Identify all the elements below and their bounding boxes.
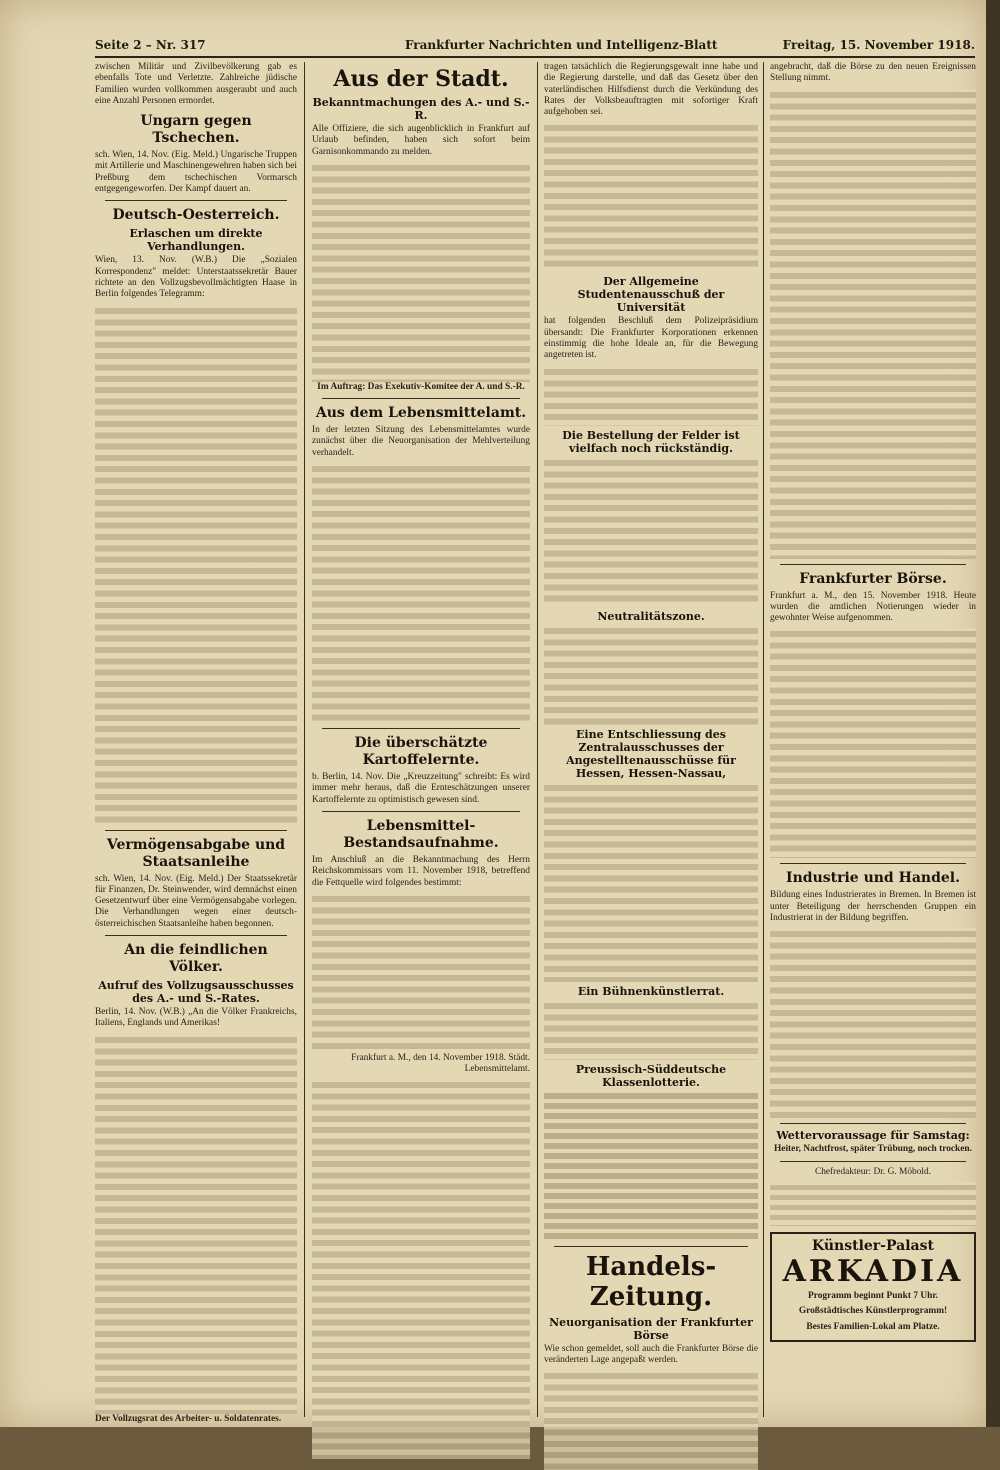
divider [105,200,287,201]
article-body [544,457,758,607]
divider [322,398,520,399]
headline-wettervoraussage: Wettervoraussage für Samstag: [776,1129,970,1143]
article-text: Im Anschluß an die Bekanntmachung des Herrn Reichskommissars vom 11. November 1918, betreffend die Fettquelle wird folgendes bestimmt: [312,854,530,888]
divider [780,564,966,565]
headline-feindliche-voelker: An die feindlichen Völker. [124,942,268,976]
article-signature: Der Vollzugsrat des Arbeiter- u. Soldatenrates. [95,1413,282,1424]
article-body [544,122,758,272]
masthead [95,38,975,58]
article-text: sch. Wien, 14. Nov. (Eig. Meld.) Der Staatssekretär für Finanzen, Dr. Steinwender, wird demnächst einen Gesetzentwurf über eine Vermögensabgabe vorlegen. Die Verhandlungen wegen einer deutsch-österreichischen Staatsanleihe haben begonnen. [95,873,297,929]
article-text: tragen tatsächlich die Regierungsgewalt inne habe und die Regierung darstelle, und daß das Gesetz über den vaterländischen Hilfsdienst durch die Verkündung des Rates der Volksbeauftragten mit sofortiger Kraft aufgehoben sei. [544,62,758,118]
article-body [544,782,758,982]
weather-text: Heiter, Nachtfrost, später Trübung, noch trocken. [773,1144,972,1155]
article-text: Bildung eines Industrierates in Bremen. In Bremen ist unter Beteiligung der herrschenden Gruppen ein Industrierat in der Bildung begriffen. [770,890,976,924]
divider [105,830,287,831]
article-body [770,628,976,858]
column-rule [304,62,305,1417]
column-1 [95,62,297,1424]
headline-buehnenkuenstlerrat: Ein Bühnenkünstlerrat. [577,984,725,998]
headline-angestellte: Eine Entschliessung des Zentralausschusses der Angestelltenausschüsse für Hessen, Hessen-Nassau, [566,727,736,780]
subheadline: Bekanntmachungen des A.- und S.-R. [312,96,530,122]
article-body [544,1370,758,1470]
divider [780,1161,966,1162]
divider [780,863,966,864]
article-body [770,928,976,1118]
article-text: In der letzten Sitzung des Lebensmittelamtes wurde zunächst über die Neuorganisation der Mehlverteilung verhandelt. [312,425,530,458]
headline-studentenausschuss: Der Allgemeine Studentenausschuß der Universität [577,275,725,315]
divider [105,935,287,936]
ad-line: Großstädtisches Künstlerprogramm! [798,1306,948,1317]
article-body [95,305,297,825]
article-text: sch. Wien, 14. Nov. (Eig. Meld.) Ungarische Truppen mit Artillerie und Maschinengewehren haben sich bei Preßburg dem tschechischen Vormarsch entgegengeworfen. Der Kampf dauert an. [95,150,297,195]
page-number: Seite 2 – Nr. 317 [95,38,206,52]
article-signature: Frankfurt a. M., den 14. November 1918. Städt. Lebensmittelamt. [351,1052,530,1075]
issue-date: Freitag, 15. November 1918. [782,38,975,52]
article-text: Wie schon gemeldet, soll auch die Frankfurter Börse die veränderten Lage angepaßt werden. [544,1343,758,1365]
headline-handels-zeitung: Handels-Zeitung. [585,1251,717,1312]
ad-subtitle: Künstler-Palast [812,1237,934,1254]
headline-deutsch-oesterreich: Deutsch-Oesterreich. [112,207,280,224]
divider [780,1123,966,1124]
article-text: Frankfurt a. M., den 15. November 1918. Heute wurden die amtlichen Notierungen wieder in gewohnter Weise aufgenommen. [770,590,976,624]
article-text: b. Berlin, 14. Nov. Die „Kreuzzeitung" schreibt: Es wird immer mehr heraus, daß die Ernteschätzungen unserer Kartoffelernte zu optimistisch gewesen sind. [312,772,530,805]
divider [322,811,520,812]
subheadline: Neuorganisation der Frankfurter Börse [549,1315,753,1342]
column-rule [537,62,538,1417]
headline-feldbestellung: Die Bestellung der Felder ist vielfach noch rückständig. [562,428,740,455]
article-text: zwischen Militär und Zivilbevölkerung gab es ebenfalls Tote und Verletzte. Zahlreiche jüdische Familien wurden vollkommen ausgeraubt und auch eine Anzahl Personen ermordet. [95,62,297,106]
column-3 [544,62,758,1417]
newspaper-title: Frankfurter Nachrichten und Intelligenz-Blatt [405,38,718,52]
article-body [312,463,530,723]
headline-industrie-handel: Industrie und Handel. [786,870,960,887]
editor-line: Chefredakteur: Dr. G. Möbold. [814,1166,932,1177]
headline-frankfurter-boerse: Frankfurter Börse. [799,570,947,587]
headline-lebensmittelamt: Aus dem Lebensmittelamt. [315,405,527,422]
ad-name: ARKADIA [782,1253,964,1289]
divider [554,1246,748,1247]
article-body [544,366,758,426]
column-rule [763,62,764,1417]
article-text: angebracht, daß die Börse zu den neuen Ereignissen Stellung nimmt. [770,62,976,84]
column-2 [312,62,530,1417]
article-text: Wien, 13. Nov. (W.B.) Die „Sozialen Korrespondenz" meldet: Unterstaatssekretär Bauer richtete an den Vollzugsbevollmächtigten Haase in Berlin folgendes Telegramm: [95,255,297,300]
article-text: hat folgenden Beschluß dem Polizeipräsidium übersandt: Die Frankfurter Korporationen erkennen einstimmig die hohe Ideale an, für die Bewegung angetreten ist. [544,316,758,361]
subheadline: Aufruf des Vollzugsausschusses des A.- und S.-Rates. [98,979,294,1006]
advertisement-arkadia [770,1232,976,1342]
article-body [544,1000,758,1060]
headline-vermoegensabgabe: Vermögensabgabe und Staatsanleihe [106,836,286,870]
article-body [770,89,976,559]
column-4 [770,62,976,1417]
article-body [95,1034,297,1414]
headline-neutralitaetszone: Neutralitätszone. [597,609,705,623]
page-edge [986,0,1000,1427]
article-text: Alle Offiziere, die sich augenblicklich in Frankfurt auf Urlaub befinden, haben sich sofort beim Garnisonkommando zu melden. [312,124,530,157]
headline-bestandsaufnahme: Lebensmittel-Bestandsaufnahme. [343,817,499,851]
divider [322,728,520,729]
article-body [312,893,530,1053]
ad-line: Bestes Familien-Lokal am Platze. [806,1321,940,1332]
subheadline: Erlaschen um direkte Verhandlungen. [129,227,263,254]
headline-aus-der-stadt: Aus der Stadt. [333,66,509,92]
headline-kartoffelernte: Die überschätzte Kartoffelernte. [354,735,488,769]
headline-klassenlotterie: Preussisch-Süddeutsche Klassenlotterie. [575,1062,727,1089]
article-body [312,162,530,382]
article-text: Berlin, 14. Nov. (W.B.) „An die Völker Frankreichs, Italiens, Englands und Amerikas! [95,1007,297,1029]
article-body [544,625,758,725]
imprint-text [770,1182,976,1226]
headline-ungarn: Ungarn gegen Tschechen. [140,113,252,147]
article-signature: Im Auftrag: Das Exekutiv-Komitee der A. und S.-R. [317,381,525,392]
article-body [312,1079,530,1459]
ad-line: Programm beginnt Punkt 7 Uhr. [808,1290,938,1301]
lottery-numbers [544,1091,758,1241]
